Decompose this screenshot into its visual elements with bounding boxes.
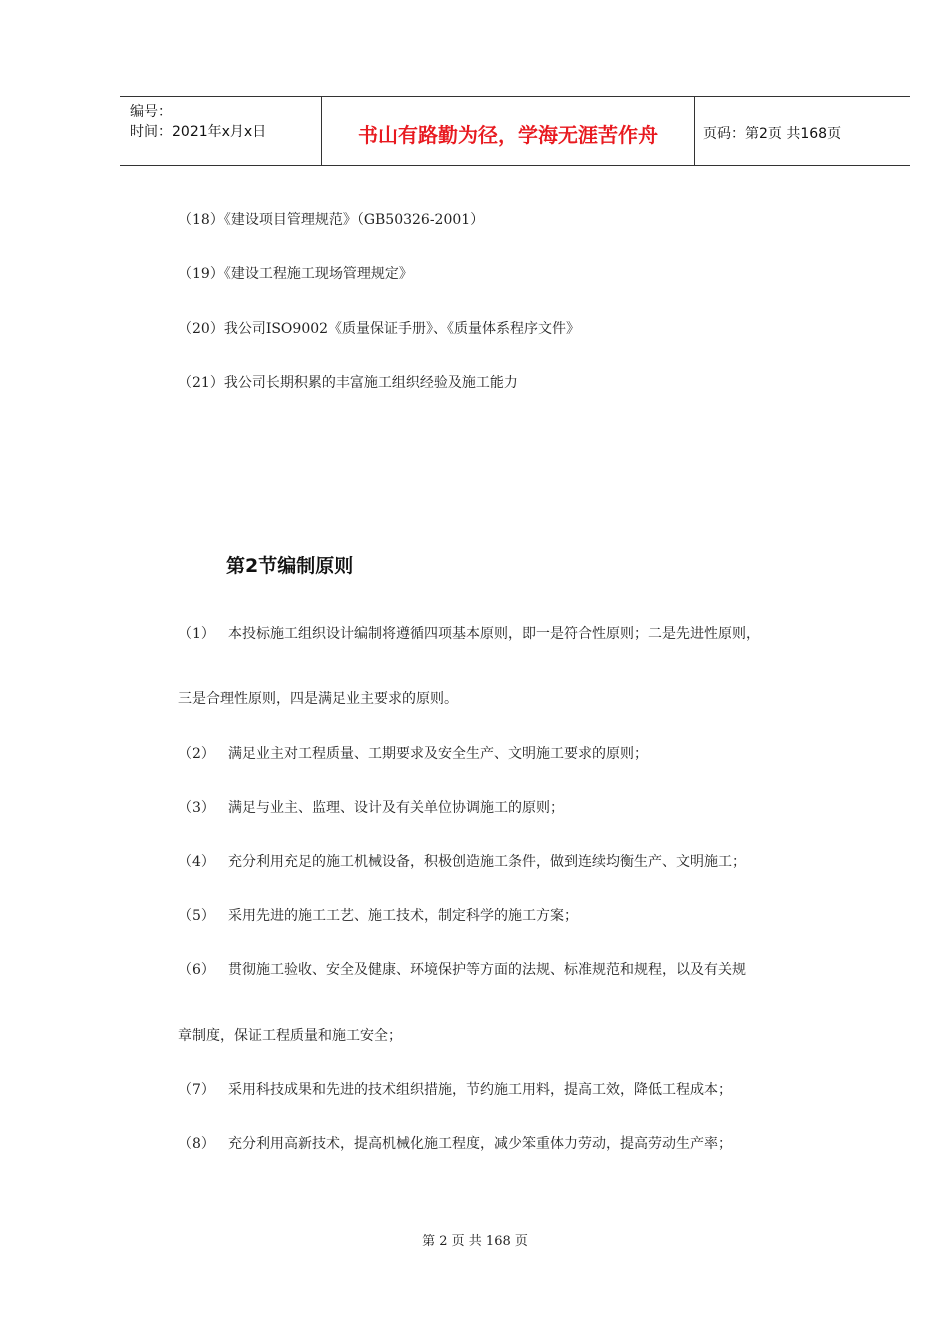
principle-text: 满足与业主、监理、设计及有关单位协调施工的原则； xyxy=(228,800,564,816)
principle-item xyxy=(178,1133,732,1153)
header-motto-cell xyxy=(322,97,695,165)
principle-item xyxy=(178,743,648,763)
principle-text: 充分利用充足的施工机械设备，积极创造施工条件，做到连续均衡生产、文明施工； xyxy=(228,854,746,870)
principle-item xyxy=(178,851,746,871)
principle-number: （4） xyxy=(178,854,215,870)
header-meta-cell xyxy=(120,97,322,165)
principle-number: （2） xyxy=(178,746,215,762)
principle-text: 贯彻施工验收、安全及健康、环境保护等方面的法规、标准规范和规程，以及有关规 xyxy=(228,962,746,978)
principle-number: （6） xyxy=(178,962,215,978)
header-motto: 书山有路勤为径，学海无涯苦作舟 xyxy=(358,123,658,147)
principle-text: 本投标施工组织设计编制将遵循四项基本原则，即一是符合性原则；二是先进性原则， xyxy=(228,626,760,642)
principle-number: （3） xyxy=(178,800,215,816)
header-page-number: 页码：第2页 共168页 xyxy=(703,126,842,142)
principle-text: 充分利用高新技术，提高机械化施工程度，减少笨重体力劳动，提高劳动生产率； xyxy=(228,1136,732,1152)
header-page-cell xyxy=(695,97,910,165)
principle-number: （5） xyxy=(178,908,215,924)
reference-item: （20）我公司ISO9002《质量保证手册》、《质量体系程序文件》 xyxy=(178,321,581,337)
principle-number: （1） xyxy=(178,626,215,642)
principle-item xyxy=(178,959,746,979)
reference-item: （21）我公司长期积累的丰富施工组织经验及施工能力 xyxy=(178,375,518,391)
principle-item xyxy=(178,1079,732,1099)
page-footer: 第 2 页 共 168 页 xyxy=(422,1234,528,1249)
reference-item: （19）《建设工程施工现场管理规定》 xyxy=(178,266,413,282)
principle-text: 满足业主对工程质量、工期要求及安全生产、文明施工要求的原则； xyxy=(228,746,648,762)
principle-item xyxy=(178,797,564,817)
principle-number: （8） xyxy=(178,1136,215,1152)
document-time-label: 时间：2021年x月x日 xyxy=(130,124,267,140)
reference-item: （18）《建设项目管理规范》（GB50326-2001） xyxy=(178,212,485,228)
principle-item xyxy=(178,623,760,643)
principle-text: 采用先进的施工工艺、施工技术，制定科学的施工方案； xyxy=(228,908,578,924)
principle-number: （7） xyxy=(178,1082,215,1098)
document-number-label: 编号： xyxy=(130,104,172,120)
principle-text: 采用科技成果和先进的技术组织措施，节约施工用料，提高工效，降低工程成本； xyxy=(228,1082,732,1098)
section-title: 第2节编制原则 xyxy=(226,555,354,577)
principle-item xyxy=(178,905,578,925)
principle-continuation: 章制度，保证工程质量和施工安全； xyxy=(178,1028,402,1044)
page-header xyxy=(120,96,910,166)
principle-continuation: 三是合理性原则，四是满足业主要求的原则。 xyxy=(178,691,458,707)
